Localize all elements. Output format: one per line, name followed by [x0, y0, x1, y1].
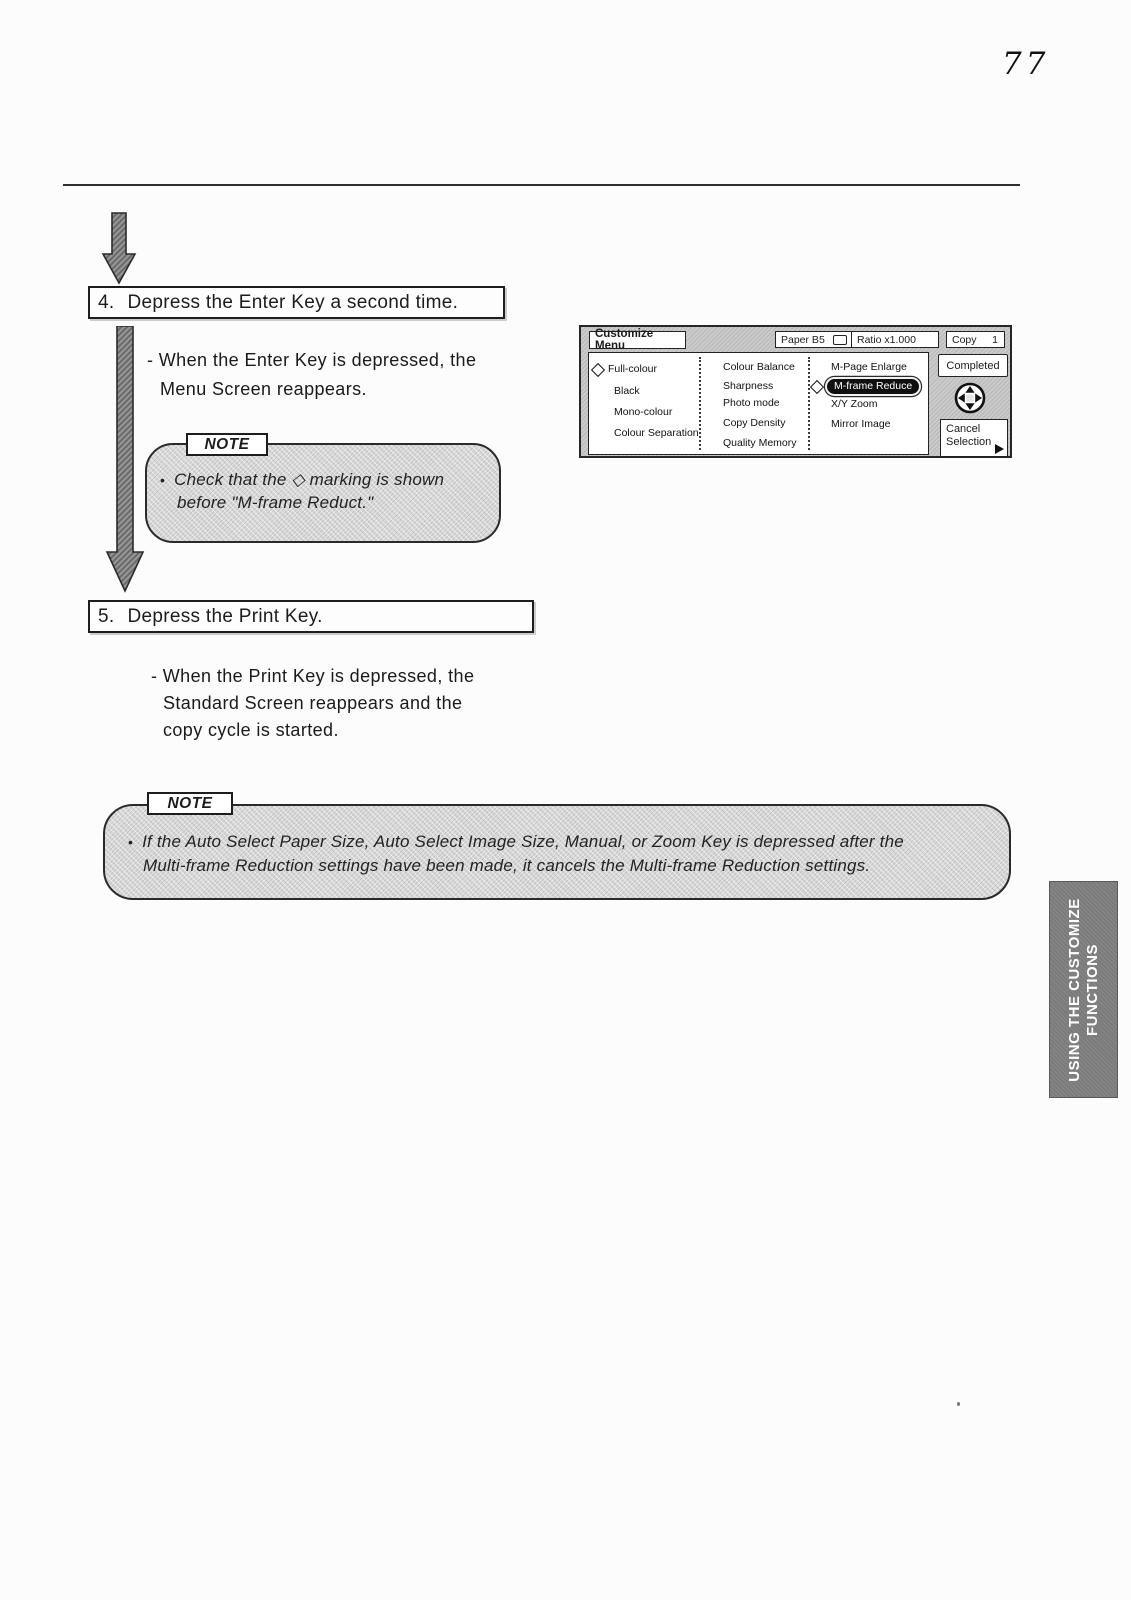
step-5-box — [88, 600, 534, 633]
arrow-pad-icon — [953, 381, 987, 415]
page-number: 77 — [1002, 46, 1050, 82]
menu-item-xy-zoom: X/Y Zoom — [831, 398, 878, 410]
menu-item-sharpness: Sharpness — [723, 380, 774, 392]
down-arrow-long-icon — [104, 326, 146, 594]
menu-item-black: Black — [614, 385, 640, 397]
cancel-button-line: Selection — [946, 436, 992, 448]
paper-size-value: Paper B5 — [781, 333, 825, 346]
column-divider — [699, 357, 701, 450]
bullet-icon: • — [160, 472, 166, 488]
note-box — [103, 804, 1011, 900]
note-text-line: before "M-frame Reduct." — [177, 493, 374, 512]
menu-item-colour-separation: Colour Separation — [614, 427, 699, 439]
note-text-line — [160, 470, 444, 490]
diamond-marker-icon — [591, 362, 605, 376]
selected-item-highlight: M-frame Reduce — [827, 379, 919, 394]
copy-count: 1 — [992, 333, 998, 346]
scan-artifact-dot — [957, 1402, 960, 1406]
column-divider — [808, 357, 810, 450]
status-ratio: Ratio x1.000 — [851, 331, 939, 348]
menu-item-m-page-enlarge: M-Page Enlarge — [831, 361, 907, 373]
status-paper — [775, 331, 852, 348]
body-text-line: Standard Screen reappears and the — [163, 693, 463, 713]
note-text-line: Multi-frame Reduction settings have been made, it cancels the Multi-frame Reduction settings. — [143, 856, 871, 875]
body-text-line: Menu Screen reappears. — [160, 379, 367, 399]
bullet-icon: • — [128, 834, 134, 850]
step-number: 5. — [98, 605, 115, 627]
down-arrow-icon — [100, 212, 138, 286]
right-triangle-icon — [995, 444, 1004, 454]
menu-item-full-colour — [593, 363, 657, 376]
chapter-tab-line: FUNCTIONS — [1083, 943, 1101, 1036]
note-text: Check that the ◇ marking is shown — [174, 470, 445, 489]
note-label: NOTE — [186, 433, 268, 456]
menu-item-colour-balance: Colour Balance — [723, 361, 795, 373]
menu-item-mirror-image: Mirror Image — [831, 418, 891, 430]
body-text-line: copy cycle is started. — [163, 720, 339, 740]
menu-item-m-frame-reduce — [812, 379, 919, 394]
step-4-box — [88, 286, 505, 319]
menu-panel — [588, 352, 929, 455]
menu-item-copy-density: Copy Density — [723, 417, 786, 429]
menu-item-mono-colour: Mono-colour — [614, 406, 673, 418]
menu-item-photo-mode: Photo mode — [723, 397, 780, 409]
chapter-tab-line: USING THE CUSTOMIZE — [1065, 897, 1083, 1082]
step-number: 4. — [98, 291, 115, 313]
diamond-marker-icon — [810, 379, 824, 393]
note-label: NOTE — [147, 792, 233, 815]
copy-label: Copy — [952, 333, 977, 346]
body-text-line: - When the Print Key is depressed, the — [151, 666, 475, 686]
step-label: Depress the Enter Key a second time. — [127, 291, 459, 313]
header-rule — [63, 184, 1020, 186]
customize-menu-screen — [579, 325, 1012, 458]
cancel-button-line: Cancel — [946, 423, 981, 435]
status-copy — [946, 331, 1005, 348]
completed-button: Completed — [938, 354, 1008, 377]
screen-title: Customize Menu — [589, 331, 686, 349]
chapter-tab-text — [1053, 881, 1115, 1098]
body-text-line: - When the Enter Key is depressed, the — [147, 350, 477, 370]
step-label: Depress the Print Key. — [127, 605, 323, 627]
note-text: If the Auto Select Paper Size, Auto Select Image Size, Manual, or Zoom Key is depressed after the — [142, 832, 904, 851]
paper-sheet-icon — [833, 335, 847, 345]
menu-item-label: Full-colour — [608, 363, 658, 375]
note-text-line — [128, 832, 904, 852]
menu-item-quality-memory: Quality Memory — [723, 437, 797, 449]
chapter-tab — [1049, 881, 1118, 1098]
cancel-selection-button — [940, 419, 1008, 457]
